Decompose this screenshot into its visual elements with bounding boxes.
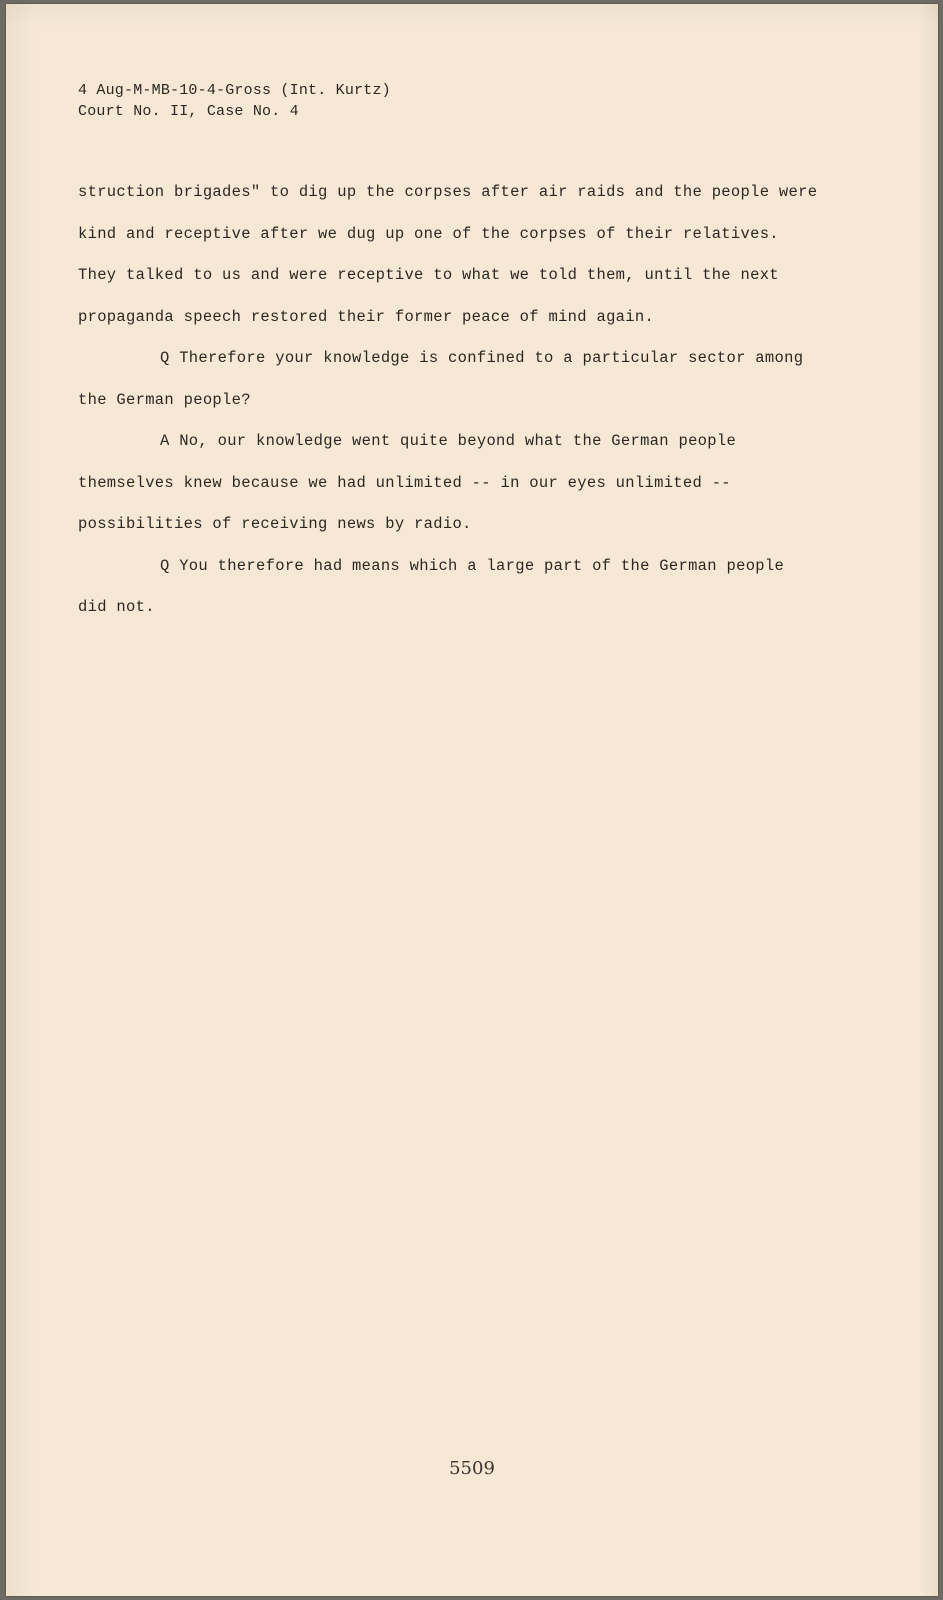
document-page [6,4,938,1596]
page-number: 5509 [449,1458,495,1479]
header-line-1: 4 Aug-M-MB-10-4-Gross (Int. Kurtz) [78,82,391,99]
document-header [78,80,391,122]
paragraph-continuation: struction brigades" to dig up the corpses after air raids and the people were kind and receptive after we dug up one of the corpses of their relatives. They talked to us and were receptive to what we told them, until the next propaganda speech restored their former peace of mind again. [78,183,818,326]
header-line-2: Court No. II, Case No. 4 [78,103,299,120]
paragraph-question-1: Q Therefore your knowledge is confined to a particular sector among the German people? [78,349,804,409]
paragraph-answer-1: A No, our knowledge went quite beyond what the German people themselves knew because we had unlimited -- in our eyes unlimited -- possibilities of receiving news by radio. [78,432,737,533]
transcript-body [78,172,818,629]
paragraph-question-2: Q You therefore had means which a large part of the German people did not. [78,556,785,616]
